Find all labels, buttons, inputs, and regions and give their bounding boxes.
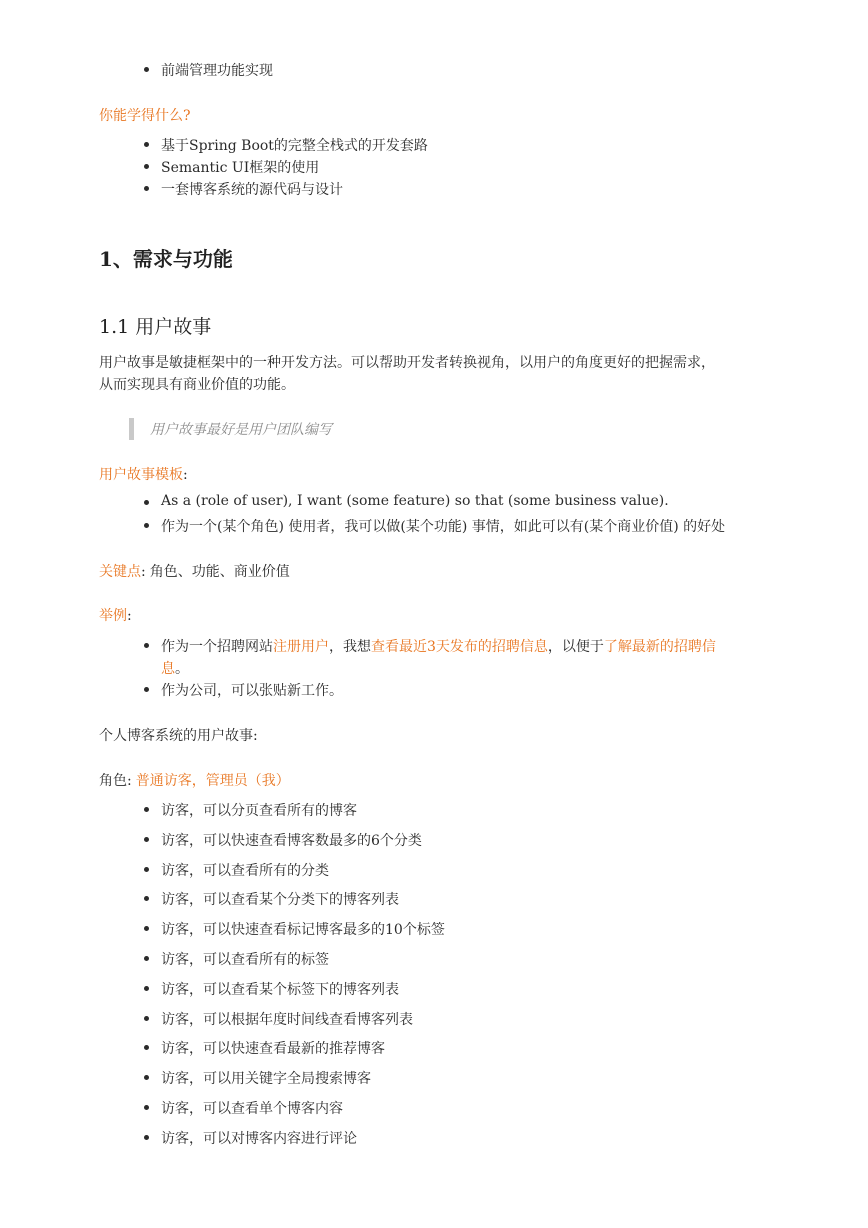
list-item-text: 访客，可以查看某个标签下的博客列表 <box>161 981 399 998</box>
roles-label: 角色: <box>99 773 132 789</box>
bullet-dot <box>144 896 149 901</box>
highlight-span: 了解最新的招聘信 <box>603 639 716 655</box>
section-heading: 1、需求与功能 <box>99 247 233 271</box>
keypoint-line <box>99 561 290 581</box>
example-label: 举例 <box>99 608 127 624</box>
highlight-span: 注册用户 <box>273 639 329 655</box>
list-item-text: 访客，可以快速查看博客数最多的6个分类 <box>161 832 422 849</box>
list-item-text: 一套博客系统的源代码与设计 <box>161 182 343 198</box>
bullet-dot <box>144 1016 149 1021</box>
bullet-dot <box>144 523 149 528</box>
bullet-dot <box>144 1105 149 1110</box>
list-item-text: 访客，可以对博客内容进行评论 <box>161 1130 357 1147</box>
list-item-text: As a (role of user), I want (some feature) so that (some business value). <box>161 493 669 509</box>
bullet-dot <box>144 186 149 191</box>
list-item-text: 访客，可以分页查看所有的博客 <box>161 803 357 819</box>
roles-line <box>99 770 290 790</box>
list-item-text <box>161 636 716 656</box>
list-item-text: 访客，可以用关键字全局搜索博客 <box>161 1071 371 1088</box>
list-item-text: 基于Spring Boot的完整全栈式的开发套路 <box>161 138 428 154</box>
bullet-dot <box>144 643 149 648</box>
text-span: 作为一个招聘网站 <box>161 639 273 655</box>
bullet-dot <box>144 926 149 931</box>
text-span: ，以便于 <box>547 639 604 655</box>
list-item-text: 访客，可以查看所有的分类 <box>161 862 329 879</box>
learn-heading: 你能学得什么? <box>99 108 191 124</box>
list-item-text: 作为一个(某个角色) 使用者，我可以做(某个功能) 事情，如此可以有(某个商业价值) 的好处 <box>161 519 726 535</box>
list-item-text: 访客，可以查看某个分类下的博客列表 <box>161 892 399 909</box>
template-colon: : <box>183 467 188 483</box>
list-item-text: 前端管理功能实现 <box>161 63 273 79</box>
text-span: ，我想 <box>329 639 371 655</box>
roles-value: 普通访客，管理员（我） <box>135 773 290 789</box>
bullet-dot <box>144 687 149 692</box>
blockquote-text: 用户故事最好是用户团队编写 <box>150 422 332 438</box>
paragraph-line: 用户故事是敏捷框架中的一种开发方法。可以帮助开发者转换视角，以用户的角度更好的把握需求， <box>99 355 715 371</box>
subsection-heading: 1.1 用户故事 <box>99 316 212 338</box>
bullet-dot <box>144 956 149 961</box>
list-item-text: Semantic UI框架的使用 <box>161 160 320 176</box>
bullet-dot <box>144 164 149 169</box>
keypoint-value: 角色、功能、商业价值 <box>149 564 290 580</box>
keypoint-colon: : <box>141 564 146 580</box>
paragraph-line: 个人博客系统的用户故事: <box>99 728 258 744</box>
bullet-dot <box>144 1075 149 1080</box>
bullet-dot <box>144 837 149 842</box>
example-colon: : <box>127 608 132 624</box>
bullet-dot <box>144 1135 149 1140</box>
bullet-dot <box>144 500 149 505</box>
example-label-line <box>99 605 132 625</box>
list-item-text: 访客，可以根据年度时间线查看博客列表 <box>161 1011 413 1028</box>
list-item-text: 访客，可以查看单个博客内容 <box>161 1101 343 1117</box>
bullet-dot <box>144 67 149 72</box>
bullet-dot <box>144 986 149 991</box>
keypoint-label: 关键点 <box>99 564 141 580</box>
text-span: 。 <box>175 661 189 677</box>
list-item-text: 作为公司，可以张贴新工作。 <box>161 683 343 699</box>
list-item-text: 访客，可以快速查看最新的推荐博客 <box>161 1041 385 1058</box>
list-item-text: 访客，可以快速查看标记博客最多的10个标签 <box>161 922 445 939</box>
bullet-dot <box>144 867 149 872</box>
paragraph-line: 从而实现具有商业价值的功能。 <box>99 377 295 393</box>
template-label-line <box>99 464 188 484</box>
highlight-span: 息 <box>161 661 175 677</box>
blockquote-bar <box>129 418 134 440</box>
list-item-continuation <box>161 658 189 678</box>
bullet-dot <box>144 1045 149 1050</box>
template-label: 用户故事模板 <box>99 467 183 483</box>
bullet-dot <box>144 142 149 147</box>
highlight-span: 查看最近3天发布的招聘信息 <box>371 639 548 655</box>
bullet-dot <box>144 807 149 812</box>
list-item-text: 访客，可以查看所有的标签 <box>161 952 329 968</box>
